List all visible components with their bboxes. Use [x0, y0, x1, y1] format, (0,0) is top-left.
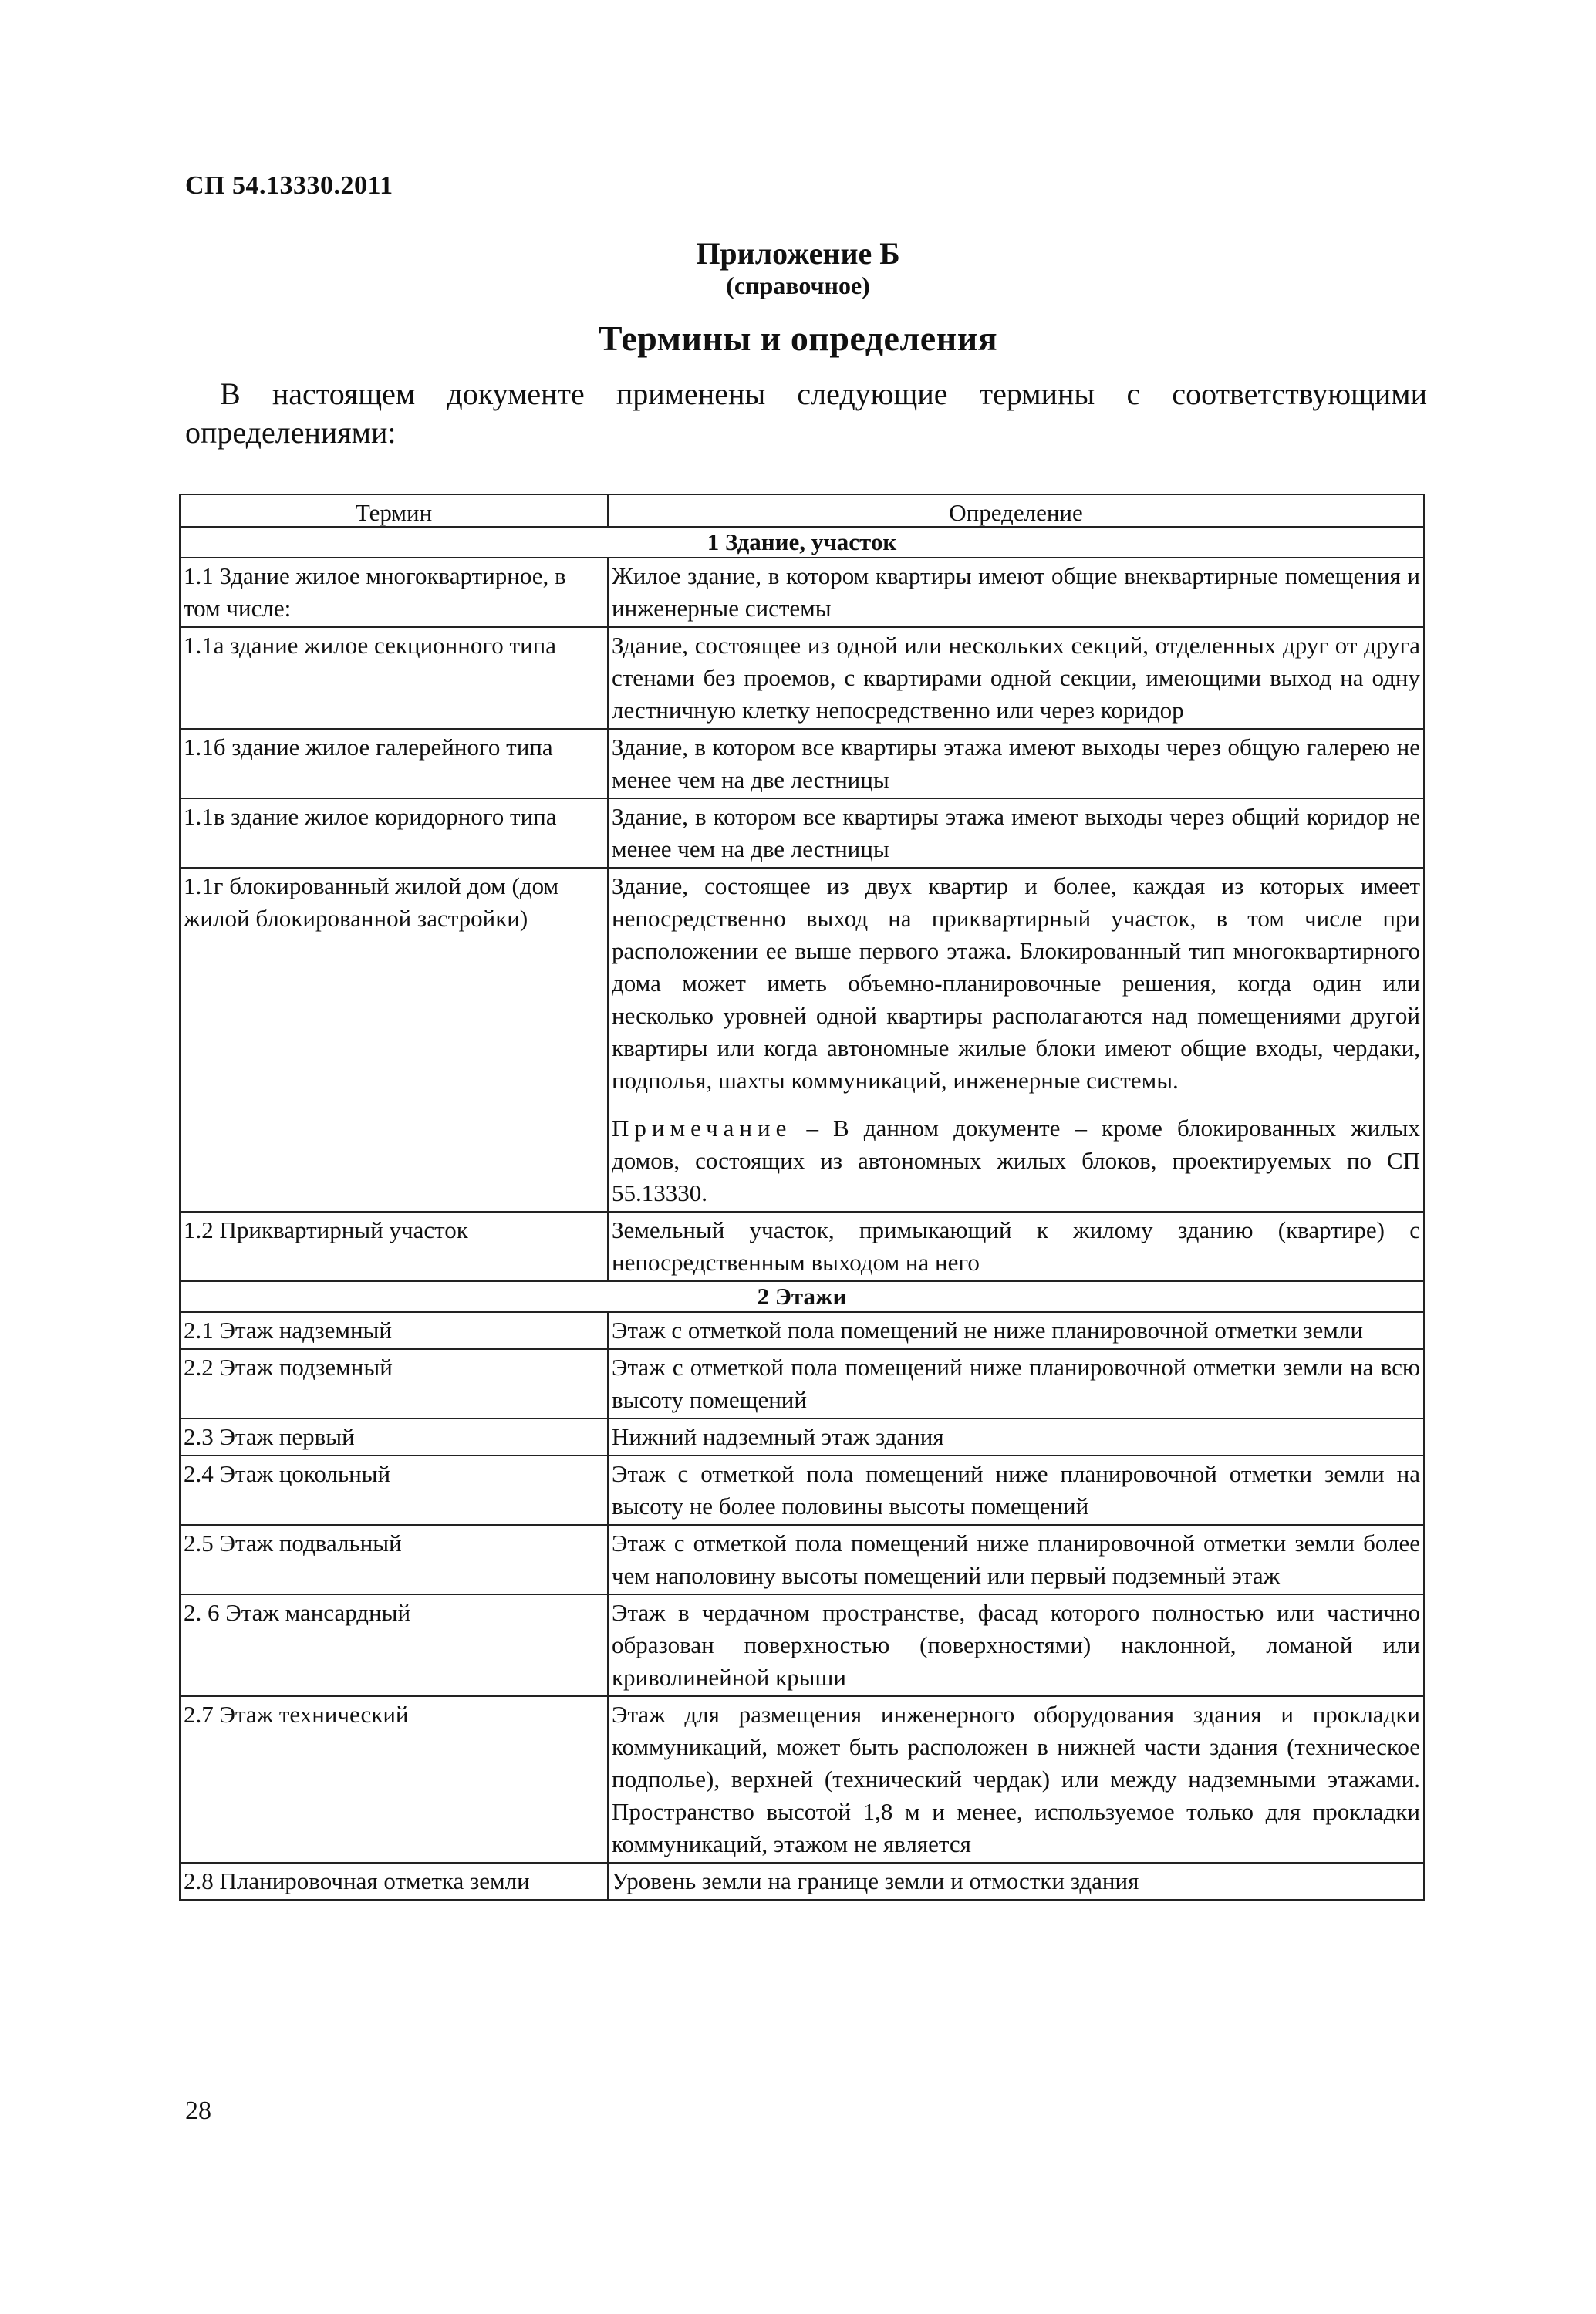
term-cell: 2.4 Этаж цокольный: [180, 1456, 608, 1525]
term-cell: 1.1г блокированный жилой дом (дом жилой блокированной застройки): [180, 868, 608, 1212]
table-row: [180, 1456, 1424, 1525]
note-text: – В данном документе – кроме блокированных жилых домов, состоящих из автономных жилых блоков, проектируемых по СП 55.13330.: [612, 1115, 1420, 1206]
appendix-note: (справочное): [726, 272, 870, 299]
section-row: [180, 1281, 1424, 1312]
section-row: [180, 527, 1424, 558]
table-row: [180, 729, 1424, 798]
term-cell: 1.1а здание жилое секционного типа: [180, 627, 608, 729]
table-row: [180, 627, 1424, 729]
terms-table: [179, 494, 1425, 1901]
table-header-row: [180, 494, 1424, 527]
table-row: [180, 1312, 1424, 1349]
term-cell: 2.5 Этаж подвальный: [180, 1525, 608, 1594]
table-row: [180, 1349, 1424, 1418]
column-header-term: Термин: [180, 494, 608, 527]
definition-note: [612, 1112, 1420, 1209]
term-cell: 1.1в здание жилое коридорного типа: [180, 798, 608, 868]
note-label: Примечание: [612, 1115, 792, 1142]
definition-text: Здание, состоящее из двух квартир и более, каждая из которых имеет непосредственно выход на приквартирный участок, в том числе при расположении ее выше первого этажа. Блокированный тип многоквартирного дома может иметь объемно-планировочные решения, когда один или несколько уровней одной квартиры располагаются над помещениями другой квартиры или когда автономные жилые блоки имеют общие входы, чердаки, подполья, шахты коммуникаций, инженерные системы.: [612, 872, 1420, 1094]
definition-cell: Этаж с отметкой пола помещений ниже планировочной отметки земли на высоту не более половины высоты помещений: [608, 1456, 1424, 1525]
table-row: [180, 558, 1424, 627]
term-cell: 2.2 Этаж подземный: [180, 1349, 608, 1418]
table-row: [180, 1525, 1424, 1594]
term-cell: 1.1 Здание жилое многоквартирное, в том числе:: [180, 558, 608, 627]
intro-paragraph: В настоящем документе применены следующие термины с соответствующими определениями:: [185, 376, 1427, 450]
table-row: [180, 798, 1424, 868]
definition-cell: Земельный участок, примыкающий к жилому зданию (квартире) с непосредственным выходом на него: [608, 1212, 1424, 1281]
term-cell: 2. 6 Этаж мансардный: [180, 1594, 608, 1696]
definition-cell: Здание, состоящее из одной или нескольких секций, отделенных друг от друга стенами без проемов, с квартирами одной секции, имеющими выход на одну лестничную клетку непосредственно или через коридор: [608, 627, 1424, 729]
term-cell: 2.7 Этаж технический: [180, 1696, 608, 1863]
term-cell: 1.1б здание жилое галерейного типа: [180, 729, 608, 798]
definition-cell: Этаж с отметкой пола помещений ниже планировочной отметки земли на всю высоту помещений: [608, 1349, 1424, 1418]
term-cell: 1.2 Приквартирный участок: [180, 1212, 608, 1281]
definition-cell: Этаж с отметкой пола помещений ниже планировочной отметки земли более чем наполовину высоты помещений или первый подземный этаж: [608, 1525, 1424, 1594]
page-number: 28: [185, 2096, 211, 2125]
definition-cell: [608, 868, 1424, 1212]
section-heading: Термины и определения: [598, 319, 998, 358]
table-row: [180, 1212, 1424, 1281]
term-cell: 2.1 Этаж надземный: [180, 1312, 608, 1349]
definition-cell: Нижний надземный этаж здания: [608, 1418, 1424, 1456]
appendix-title: Приложение Б: [696, 236, 900, 271]
definition-cell: Жилое здание, в котором квартиры имеют общие внеквартирные помещения и инженерные системы: [608, 558, 1424, 627]
definition-cell: Этаж для размещения инженерного оборудования здания и прокладки коммуникаций, может быть расположен в нижней части здания (техническое подполье), верхней (технический чердак) или между надземными этажами. Пространство высотой 1,8 м и менее, используемое только для прокладки коммуникаций, этажом не является: [608, 1696, 1424, 1863]
table-row: [180, 1418, 1424, 1456]
definition-cell: Здание, в котором все квартиры этажа имеют выходы через общую галерею не менее чем на две лестницы: [608, 729, 1424, 798]
definition-cell: Здание, в котором все квартиры этажа имеют выходы через общий коридор не менее чем на две лестницы: [608, 798, 1424, 868]
document-code: СП 54.13330.2011: [185, 171, 393, 200]
section-title: 1 Здание, участок: [180, 527, 1424, 558]
table-row: [180, 868, 1424, 1212]
definition-cell: Этаж в чердачном пространстве, фасад которого полностью или частично образован поверхностью (поверхностями) наклонной, ломаной или криволинейной крыши: [608, 1594, 1424, 1696]
definition-cell: Этаж с отметкой пола помещений не ниже планировочной отметки земли: [608, 1312, 1424, 1349]
term-cell: 2.8 Планировочная отметка земли: [180, 1863, 608, 1900]
table-row: [180, 1696, 1424, 1863]
table-row: [180, 1594, 1424, 1696]
term-cell: 2.3 Этаж первый: [180, 1418, 608, 1456]
section-title: 2 Этажи: [180, 1281, 1424, 1312]
table-row: [180, 1863, 1424, 1900]
definition-cell: Уровень земли на границе земли и отмостки здания: [608, 1863, 1424, 1900]
column-header-definition: Определение: [608, 494, 1424, 527]
